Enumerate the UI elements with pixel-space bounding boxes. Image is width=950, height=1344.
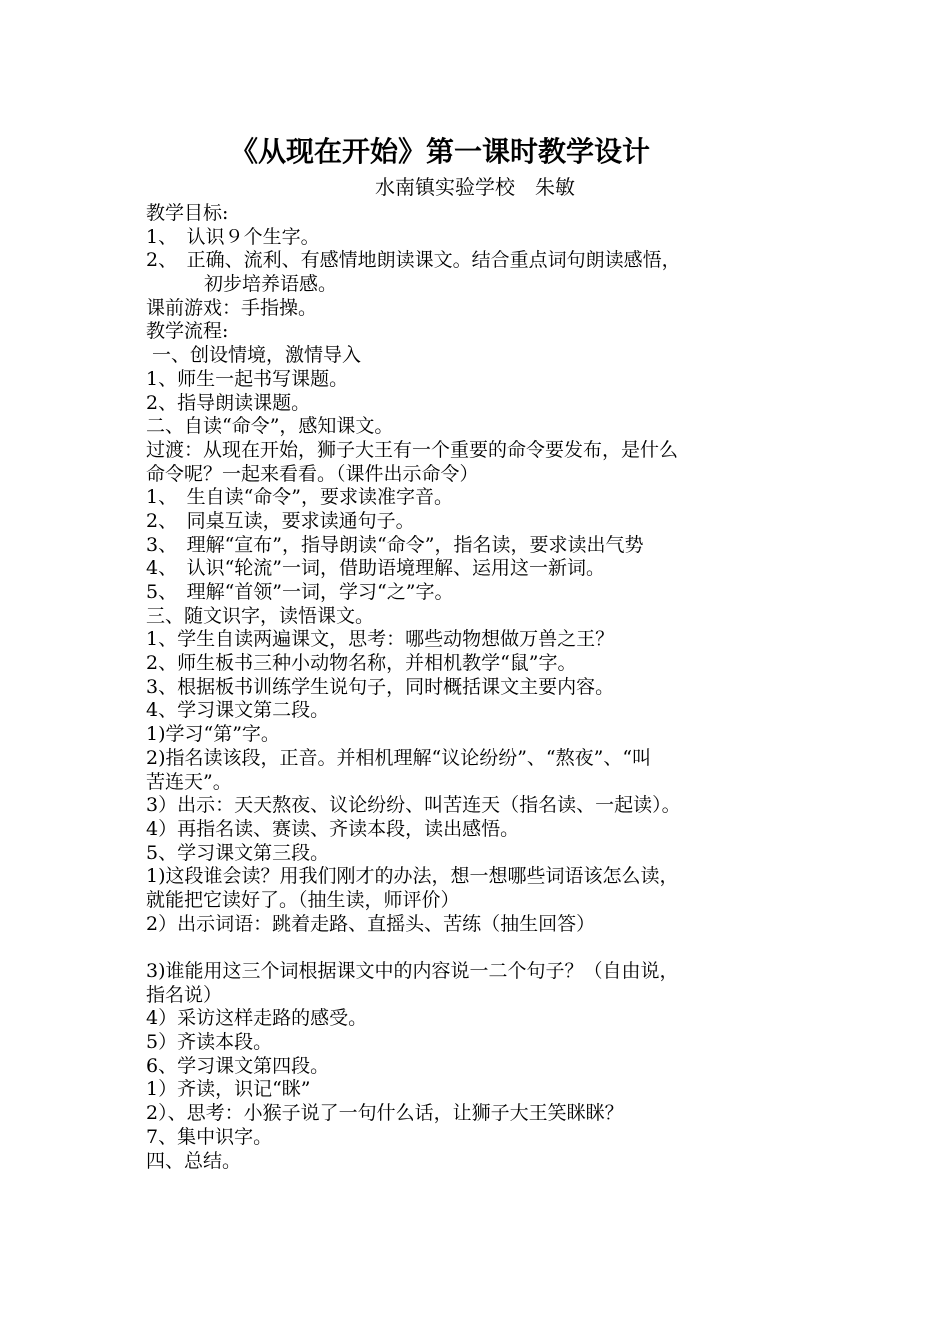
body-line: 指名说） — [146, 983, 223, 1006]
section-heading: 四、总结。 — [146, 1149, 242, 1172]
section-heading: 三、随文识字，读悟课文。 — [146, 604, 375, 627]
body-line: 2、 同桌互读，要求读通句子。 — [146, 509, 415, 532]
body-line: 1）齐读，识记“眯” — [146, 1078, 311, 1101]
body-line: 1)这段谁会读？用我们刚才的办法，想一想哪些词语该怎么读， — [146, 865, 679, 888]
body-line: 5、学习课文第三段。 — [146, 841, 330, 864]
body-line: 命令呢？一起来看看。（课件出示命令） — [146, 462, 479, 485]
body-line: 2）出示词语：跳着走路、直摇头、苦练（抽生回答） — [146, 912, 596, 935]
document-body — [146, 202, 816, 1173]
body-line: 1)学习“第”字。 — [146, 723, 280, 746]
body-line: 4、学习课文第二段。 — [146, 699, 330, 722]
document-title: 《从现在开始》第一课时教学设计 — [229, 135, 650, 168]
body-line: 1、 认识９个生字。 — [146, 225, 320, 248]
body-line: 5）齐读本段。 — [146, 1031, 273, 1054]
body-line: 教学目标: — [146, 202, 229, 224]
body-line: 过渡：从现在开始，狮子大王有一个重要的命令要发布，是什么 — [146, 438, 679, 461]
body-line: 初步培养语感。 — [204, 273, 338, 296]
body-line: 2）、思考：小猴子说了一句什么话，让狮子大王笑眯眯？ — [146, 1102, 624, 1125]
body-line: 1、学生自读两遍课文，思考：哪些动物想做万兽之王？ — [146, 628, 615, 651]
body-line: 4）再指名读、赛读、齐读本段，读出感悟。 — [146, 817, 520, 840]
blank-line — [146, 936, 816, 960]
body-line: 就能把它读好了。（抽生读，师评价） — [146, 888, 460, 911]
body-line: 2)指名读该段，正音。并相机理解“议论纷纷”、“熬夜”、“叫 — [146, 746, 652, 769]
section-heading: 二、自读“命令”，感知课文。 — [146, 415, 394, 438]
body-line: 5、 理解“首领”一词，学习“之”字。 — [146, 581, 454, 603]
body-line: 3)谁能用这三个词根据课文中的内容说一二个句子？（自由说， — [146, 960, 679, 982]
body-line: 6、学习课文第四段。 — [146, 1054, 330, 1077]
body-line: 1、师生一起书写课题。 — [146, 367, 349, 390]
body-line: 4、 认识“轮流”一词，借助语境理解、运用这一新词。 — [146, 557, 606, 580]
body-line: 苦连天”。 — [146, 770, 232, 793]
body-line: 7、集中识字。 — [146, 1125, 273, 1148]
body-line: 2、指导朗读课题。 — [146, 391, 311, 414]
body-line: 3、根据板书训练学生说句子，同时概括课文主要内容。 — [146, 675, 615, 698]
section-heading: 一、创设情境，激情导入 — [152, 344, 362, 367]
body-line: 课前游戏：手指操。 — [146, 296, 318, 319]
body-line: 4）采访这样走路的感受。 — [146, 1007, 368, 1030]
body-line: 2、 正确、流利、有感情地朗读课文。结合重点词句朗读感悟， — [146, 249, 681, 272]
body-line: 1、 生自读“命令”，要求读准字音。 — [146, 486, 454, 509]
body-line: 教学流程: — [146, 320, 229, 343]
body-line: 3、 理解“宣布”，指导朗读“命令”，指名读，要求读出气势 — [146, 533, 644, 556]
body-line: 2、师生板书三种小动物名称，并相机教学“鼠”字。 — [146, 652, 577, 675]
author-line: 水南镇实验学校 朱敏 — [375, 175, 575, 199]
body-line: 3）出示：天天熬夜、议论纷纷、叫苦连天（指名读、一起读）。 — [146, 794, 681, 817]
